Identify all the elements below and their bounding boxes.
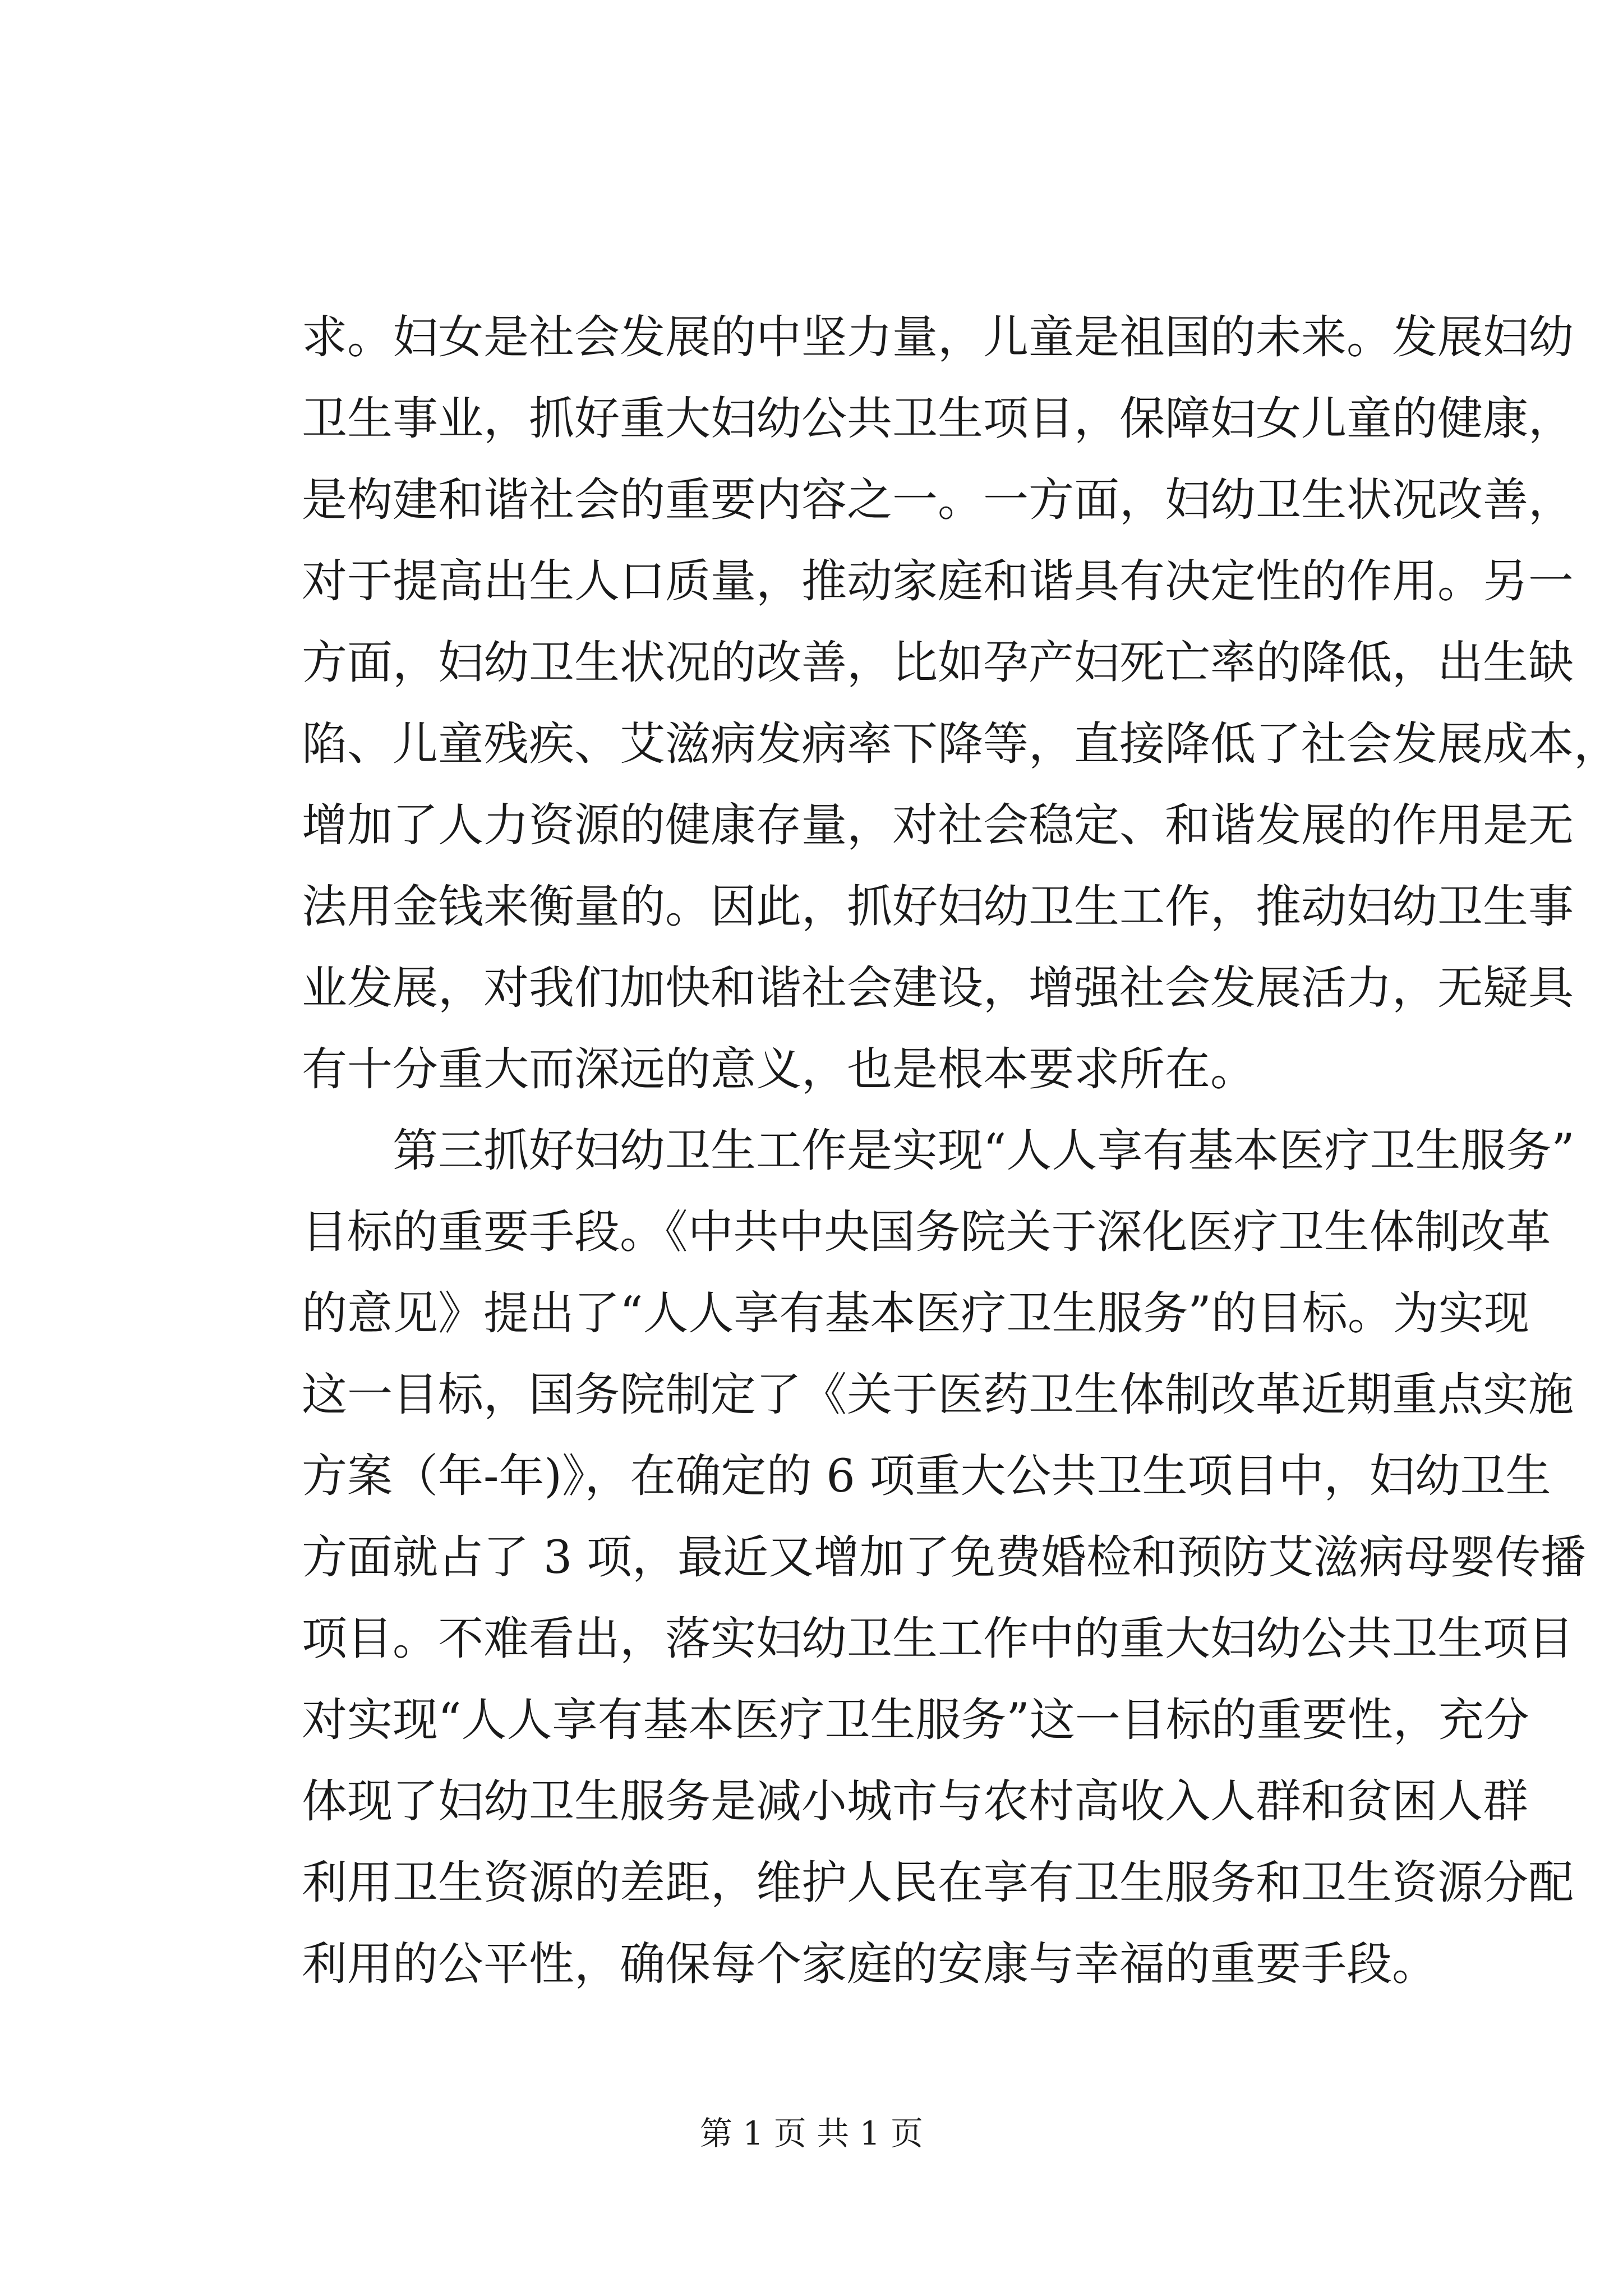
text-line: 有十分重大而深远的意义，也是根本要求所在。 <box>302 1043 1256 1096</box>
text-line: 对于提高出生人口质量，推动家庭和谐具有决定性的作用。另一 <box>302 555 1574 608</box>
page-footer: 第 1 页 共 1 页 <box>700 2114 923 2152</box>
text-line: 业发展，对我们加快和谐社会建设，增强社会发展活力，无疑具 <box>302 962 1574 1015</box>
text-line: 是构建和谐社会的重要内容之一。一方面，妇幼卫生状况改善， <box>302 474 1574 527</box>
text-line: 卫生事业，抓好重大妇幼公共卫生项目，保障妇女儿童的健康， <box>302 393 1574 445</box>
body-text <box>302 297 1620 2005</box>
text-line: 项目。不难看出，落实妇幼卫生工作中的重大妇幼公共卫生项目 <box>302 1613 1574 1665</box>
text-line: 目标的重要手段。《中共中央国务院关于深化医疗卫生体制改革 <box>302 1206 1551 1259</box>
text-line: 利用的公平性，确保每个家庭的安康与幸福的重要手段。 <box>302 1938 1438 1991</box>
text-line: 法用金钱来衡量的。因此，抓好妇幼卫生工作，推动妇幼卫生事 <box>302 881 1574 933</box>
text-line: 方面，妇幼卫生状况的改善，比如孕产妇死亡率的降低，出生缺 <box>302 637 1574 689</box>
text-line: 方面就占了 3 项，最近又增加了免费婚检和预防艾滋病母婴传播 <box>302 1531 1587 1584</box>
text-line: 第三抓好妇幼卫生工作是实现“人人享有基本医疗卫生服务” <box>302 1125 1575 1177</box>
text-line: 求。妇女是社会发展的中坚力量，儿童是祖国的未来。发展妇幼 <box>302 311 1574 364</box>
text-line: 陷、儿童残疾、艾滋病发病率下降等，直接降低了社会发展成本， <box>302 718 1620 771</box>
text-line: 增加了人力资源的健康存量，对社会稳定、和谐发展的作用是无 <box>302 799 1574 852</box>
text-line: 利用卫生资源的差距，维护人民在享有卫生服务和卫生资源分配 <box>302 1857 1574 1910</box>
text-line: 这一目标，国务院制定了《关于医药卫生体制改革近期重点实施 <box>302 1369 1574 1421</box>
text-line: 的意见》提出了“人人享有基本医疗卫生服务”的目标。为实现 <box>302 1287 1529 1340</box>
text-line: 方案（年-年)》，在确定的 6 项重大公共卫生项目中，妇幼卫生 <box>302 1450 1551 1503</box>
text-line: 对实现“人人享有基本医疗卫生服务”这一目标的重要性，充分 <box>302 1694 1529 1747</box>
text-line: 体现了妇幼卫生服务是减小城市与农村高收入人群和贫困人群 <box>302 1775 1529 1828</box>
